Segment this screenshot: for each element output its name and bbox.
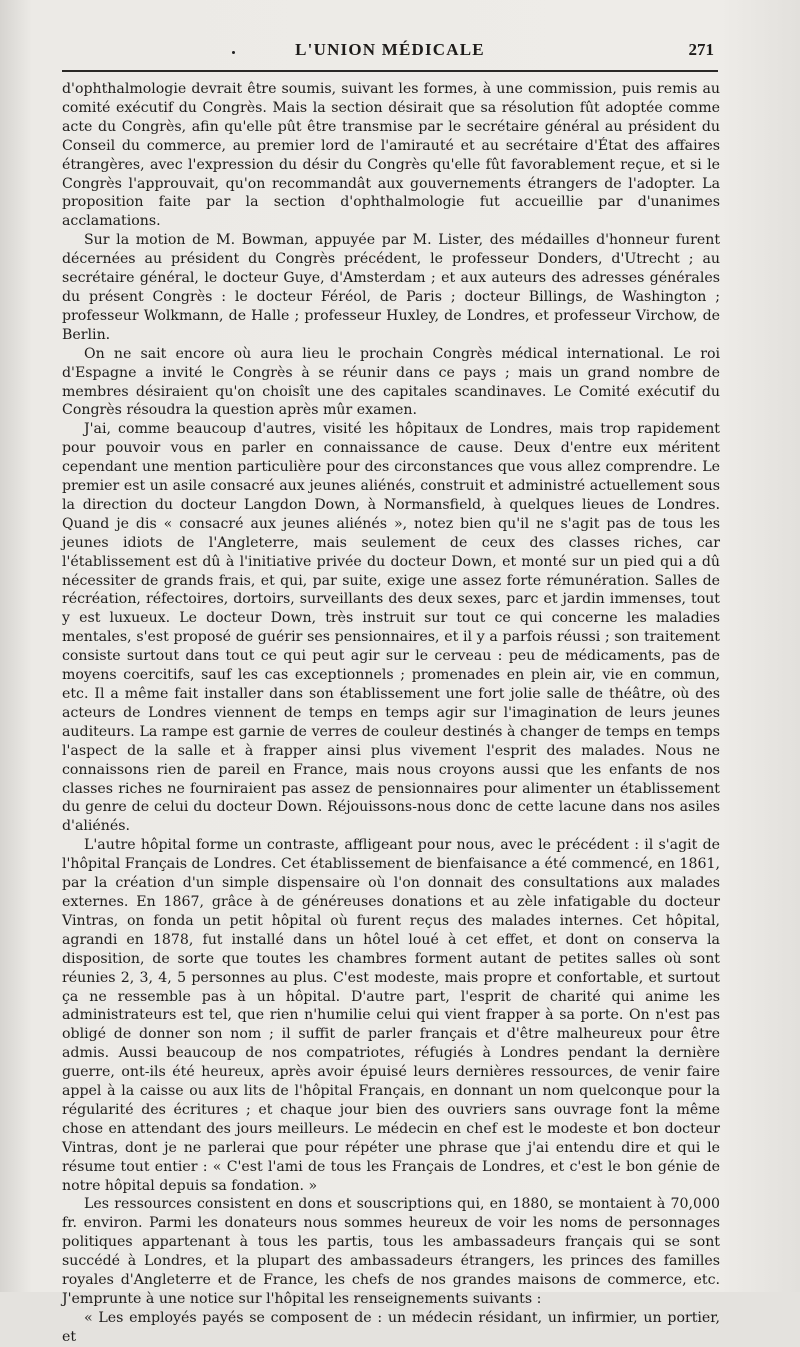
paragraph-7: « Les employés payés se composent de : un médecin résidant, un infirmier, un portier, et	[62, 1309, 720, 1345]
page-number: 271	[688, 40, 714, 59]
running-title: L'UNION MÉDICALE	[295, 40, 485, 59]
paragraph-3: On ne sait encore où aura lieu le prochain Congrès médical international. Le roi d'Espagne a invité le Congrès à se réunir dans ce pays ; mais un grand nombre de membres désiraient qu'on choisît une des capitales scandinaves. Le Comité exécutif du Congrès résoudra la question après mûr examen.	[62, 345, 720, 419]
header-rule	[62, 70, 718, 72]
paragraph-5: L'autre hôpital forme un contraste, affligeant pour nous, avec le précédent : il s'agit de l'hôpital Français de Londres. Cet établissement de bienfaisance a été commencé, en 1861, par la création d'un simple dispensaire où l'on donnait des consultations aux malades externes. En 1867, grâce à de généreuses donations et au zèle infatigable du docteur Vintras, on fonda un petit hôpital où furent reçus des malades internes. Cet hôpital, agrandi en 1878, fut installé dans un hôtel loué à cet effet, et dont on conserva la disposition, de sorte que toutes les chambres forment autant de petites salles où sont réunies 2, 3, 4, 5 personnes au plus. C'est modeste, mais propre et confortable, et surtout ça ne ressemble pas à un hôpital. D'autre part, l'esprit de charité qui anime les administrateurs est tel, que rien n'humilie celui qui vient frapper à sa porte. On n'est pas obligé de donner son nom ; il suffit de parler français et d'être malheureux pour être admis. Aussi beaucoup de nos compatriotes, réfugiés à Londres pendant la dernière guerre, ont-ils été heureux, après avoir épuisé leurs dernières ressources, de venir faire appel à la caisse ou aux lits de l'hôpital Français, en donnant un nom quelconque pour la régularité des écritures ; et chaque jour bien des ouvriers sans ouvrage font la même chose en attendant des jours meilleurs. Le médecin en chef est le modeste et bon docteur Vintras, dont je ne parlerai que pour répéter une phrase que j'ai entendu dire et qui le résume tout entier : « C'est l'ami de tous les Français de Londres, et c'est le bon génie de notre hôpital depuis sa fondation. »	[62, 837, 720, 1194]
paragraph-2: Sur la motion de M. Bowman, appuyée par M. Lister, des médailles d'honneur furent décernées au président du Congrès précédent, le professeur Donders, d'Utrecht ; au secrétaire général, le docteur Guye, d'Amsterdam ; et aux auteurs des adresses générales du présent Congrès : le docteur Féréol, de Paris ; docteur Billings, de Washington ; professeur Wolkmann, de Halle ; professeur Huxley, de Londres, et professeur Virchow, de Berlin.	[62, 232, 720, 343]
paragraph-4: J'ai, comme beaucoup d'autres, visité les hôpitaux de Londres, mais trop rapidement pour pouvoir vous en parler en connaissance de cause. Deux d'entre eux méritent cependant une mention particulière pour des circonstances que vous allez comprendre. Le premier est un asile consacré aux jeunes aliénés, construit et administré actuellement sous la direction du docteur Langdon Down, à Normansfield, à quelques lieues de Londres. Quand je dis « consacré aux jeunes aliénés », notez bien qu'il ne s'agit pas de tous les jeunes idiots de l'Angleterre, mais seulement de ceux des classes riches, car l'établissement est dû à l'initiative privée du docteur Down, et monté sur un pied qui a dû nécessiter de grands frais, et qui, par suite, exige une assez forte rémunération. Salles de récréation, réfectoires, dortoirs, surveillants des deux sexes, parc et jardin immenses, tout y est luxueux. Le docteur Down, très instruit sur tout ce qui concerne les maladies mentales, s'est proposé de guérir ses pensionnaires, et il y a parfois réussi ; son traitement consiste surtout dans tout ce qui peut agir sur le cerveau : peu de médicaments, pas de moyens coercitifs, sauf les cas exceptionnels ; promenades en plein air, vie en commun, etc. Il a même fait installer dans son établissement une fort jolie salle de théâtre, où des acteurs de Londres viennent de temps en temps agir sur l'imagination de leurs jeunes auditeurs. La rampe est garnie de verres de couleur destinés à changer de temps en temps l'aspect de la salle et à frapper ainsi plus vivement l'esprit des malades. Nous ne connaissons rien de pareil en France, mais nous croyons aussi que les enfants de nos classes riches ne fourniraient pas assez de pensionnaires pour alimenter un établissement du genre de celui du docteur Down. Réjouissons-nous donc de cette lacune dans nos asiles d'aliénés.	[62, 421, 720, 835]
page-header	[62, 38, 718, 66]
paragraph-6: Les ressources consistent en dons et souscriptions qui, en 1880, se montaient à 70,000 fr. environ. Parmi les donateurs nous sommes heureux de voir les noms de personnages politiques appartenant à tous les partis, tous les ambassadeurs français qui se sont succédé à Londres, et la plupart des ambassadeurs étrangers, les princes des familles royales d'Angleterre et de France, les chefs de nos grandes maisons de commerce, etc. J'emprunte à une notice sur l'hôpital les renseignements suivants :	[62, 1196, 720, 1307]
paragraph-1: d'ophthalmologie devrait être soumis, suivant les formes, à une commission, puis remis au comité exécutif du Congrès. Mais la section désirait que sa résolution fût adoptée comme acte du Congrès, afin qu'elle pût être transmise par le secrétaire général au président du Conseil du commerce, au premier lord de l'amirauté et au secrétaire d'État des affaires étrangères, avec l'expression du désir du Congrès qu'elle fût favorablement reçue, et si le Congrès l'approuvait, qu'on recommandât aux gouvernements étrangers de l'adopter. La proposition faite par la section d'ophthalmologie fut accueillie par d'unanimes acclamations.	[62, 81, 720, 230]
article-body	[62, 80, 720, 1347]
